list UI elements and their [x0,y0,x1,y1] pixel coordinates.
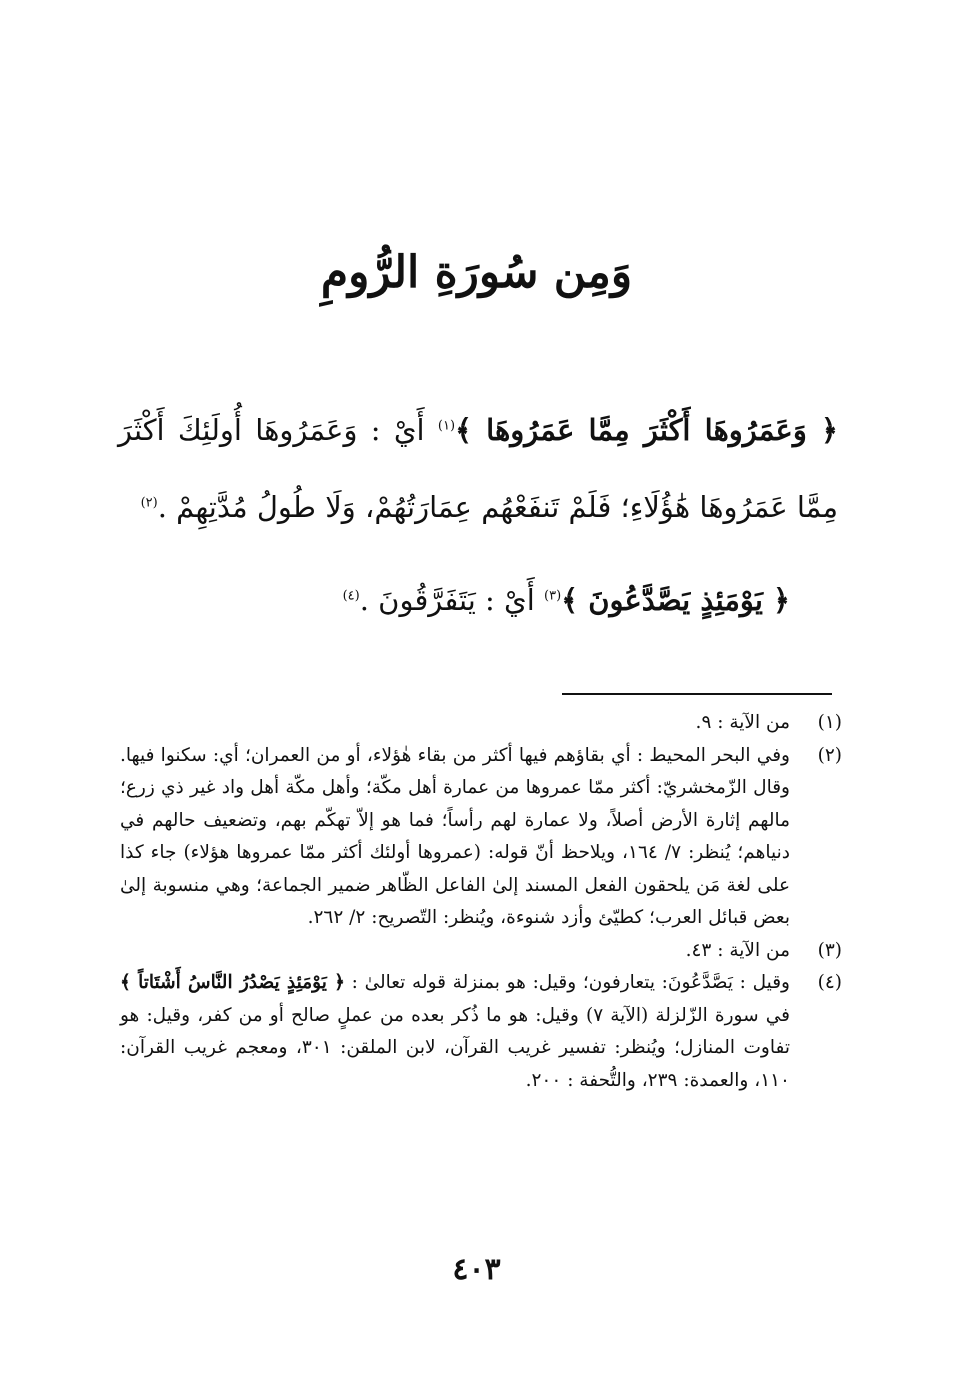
footnote-mark: (٣) [544,588,562,604]
footnote-text-part: وقيل : يَصَّدَّعُونَ: يتعارفون؛ وقيل: هو بمنزلة قوله تعالىٰ : [344,972,790,993]
quran-verse: ﴿ يَوْمَئِذٍ يَصَّدَّعُونَ ﴾ [561,583,790,617]
footnote-text [120,740,790,935]
main-text [118,392,838,639]
footnote-text [120,707,790,740]
entry-paragraph [118,392,838,546]
footnote [120,707,842,740]
footnote-number: (٤) [817,972,842,993]
footnote-mark: (٤) [342,588,360,604]
quran-verse: ﴿ وَعَمَرُوهَا أَكْثَرَ مِمَّا عَمَرُوهَا ﴾ [455,413,838,447]
footnote-text [120,935,790,968]
footnote-number: (٣) [817,939,842,961]
footnote-text [120,967,790,1097]
footnote-text-part: من الآية : ٩. [695,712,790,733]
entry-paragraph [118,562,838,639]
chapter-title: وَمِن سُورَةِ الرُّومِ [320,247,633,298]
entry-commentary: أَيْ : وَعَمَرُوهَا أُولَئِكَ أَكْثَرَ مِمَّا عَمَرُوهَا هَٰؤُلَاءِ؛ فَلَمْ تَنفَعْهُم عِمَارَتُهُمْ، وَلَا طُولُ مُدَّتِهِمْ . [118,413,838,524]
footnote-text-part: من الآية : ٤٣. [685,939,790,961]
footnotes [120,707,842,1097]
footnote-number: (٢) [817,744,842,766]
page-number: ٤٠٣ [452,1252,501,1287]
footnote-separator [562,693,832,695]
footnote-text-part: في سورة الزّلزلة (الآية ٧) وقيل: هو ما ذُكر بعده من عملٍ صالح أو من كفر، وقيل: هو تفاوت المنازل؛ ويُنظر: تفسير غريب القرآن، لابن الملقن: ٣٠١، ومعجم غريب القرآن: ١١٠، والعمدة: ٢٣٩، والتُّحفة : ٢٠٠. [120,1004,790,1091]
quoted-verse: ﴿ يَوْمَئِذٍ يَصْدُرُ النَّاسُ أَشْتَاتاً ﴾ [120,972,345,993]
footnote-text-part: وفي البحر المحيط : أي بقاؤهم فيها أكثر من بقاء هٰؤلاء، أو من العمران؛ أي: سكنوا فيها. وقال الزّمخشريّ: أكثر ممّا عمروها من عمارة أهل مكّة؛ وأهل مكّة أهل واد غير ذي زرع؛ مالهم إثارة الأرض أصلاً، ولا عمارة لهم رأساً؛ فما هو إلاّ تهكّم بهم، وتضعيف حالهم في دنياهم؛ يُنظر: ٧/ ١٦٤، ويلاحظ أنّ قوله: (عمروها أولئك أكثر ممّا عمروها هؤلاء) جاء كذا على لغة مَن يلحقون الفعل المسند إلىٰ الفاعل الظّاهر ضمير الجماعة؛ وهي منسوبة إلىٰ بعض قبائل العرب؛ كطيّئ وأزد شنوءة، ويُنظر: التّصريح: ٢/ ٢٦٢. [120,744,790,928]
entry-commentary: أَيْ : يَتَفَرَّقُونَ . [359,583,544,617]
footnote [120,935,842,968]
footnote-mark: (٢) [140,495,158,511]
footnote [120,740,842,935]
footnote-mark: (١) [437,418,456,434]
footnote [120,967,842,1097]
footnote-number: (١) [817,712,842,733]
